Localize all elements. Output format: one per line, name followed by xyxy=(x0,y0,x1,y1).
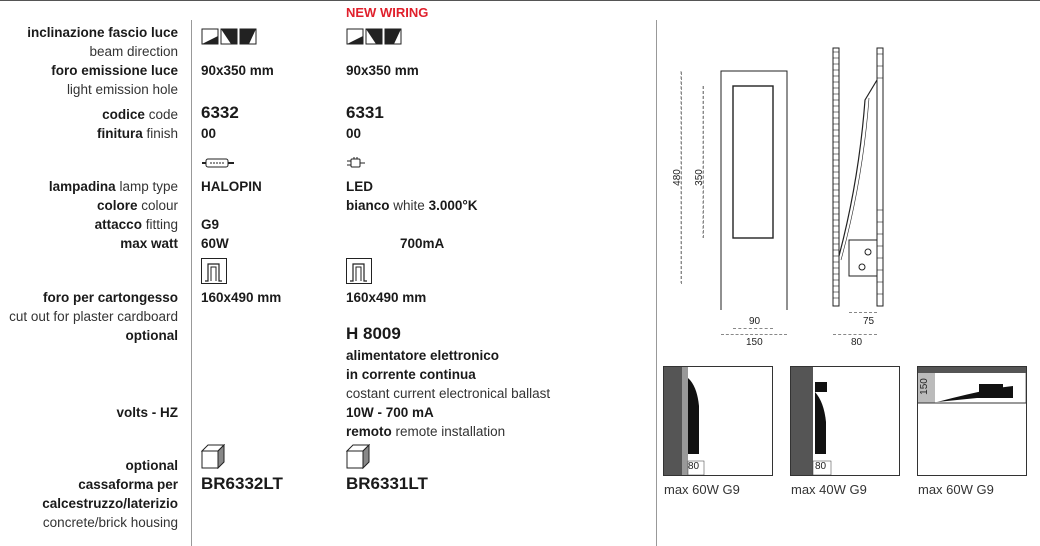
label-finish: finitura finish xyxy=(96,126,178,141)
dim-line-80 xyxy=(833,334,877,335)
housing-box-icon xyxy=(346,444,370,469)
halopin-lamp-icon xyxy=(201,157,235,169)
label-fitting: attacco fitting xyxy=(94,217,178,232)
column-divider xyxy=(191,20,192,546)
diagram-2-dim: 80 xyxy=(815,461,827,472)
col2-cutout: 160x490 mm xyxy=(346,290,427,305)
label-cutout: foro per cartongesso xyxy=(42,290,178,305)
col2-hole: 90x350 mm xyxy=(346,63,419,78)
dim-90: 90 xyxy=(749,316,761,327)
col2-colour: bianco white 3.000°K xyxy=(346,198,478,213)
label-housing: cassaforma per xyxy=(78,477,178,492)
col1-cutout: 160x490 mm xyxy=(201,290,282,305)
diagram-1-dim: 80 xyxy=(688,461,700,472)
installation-diagram-2 xyxy=(790,366,900,476)
label-colour: colore colour xyxy=(96,198,178,213)
col2-ballast-power: 10W - 700 mA xyxy=(346,405,434,420)
col2-lamp: LED xyxy=(346,179,373,194)
label-cutout-en: cut out for plaster cardboard xyxy=(9,309,178,324)
cutout-profile-icon xyxy=(201,258,227,284)
diagram-3-caption: max 60W G9 xyxy=(918,482,994,497)
col2-finish: 00 xyxy=(346,126,362,141)
label-beam: inclinazione fascio luce xyxy=(27,25,178,40)
col1-housing-code: BR6332LT xyxy=(201,474,283,493)
dim-150: 150 xyxy=(746,337,763,348)
col1-code: 6332 xyxy=(201,103,239,122)
col1-watt: 60W xyxy=(201,236,229,251)
housing-box-icon xyxy=(201,444,225,469)
dim-350: 350 xyxy=(693,169,705,186)
label-hole-en: light emission hole xyxy=(66,82,178,97)
dim-480: 480 xyxy=(671,169,683,186)
label-hole: foro emissione luce xyxy=(51,63,178,78)
label-housing-en: concrete/brick housing xyxy=(42,515,178,530)
col2-code: 6331 xyxy=(346,103,384,122)
label-lamp: lampadina lamp type xyxy=(48,179,178,194)
dim-line-75 xyxy=(849,312,877,313)
label-optional-2: optional xyxy=(125,458,178,473)
label-housing-2: calcestruzzo/laterizio xyxy=(42,496,178,511)
installation-diagram-3 xyxy=(917,366,1027,476)
section-divider xyxy=(656,20,657,546)
col1-finish: 00 xyxy=(201,126,217,141)
label-code: codice code xyxy=(102,107,178,122)
diagram-2-caption: max 40W G9 xyxy=(791,482,867,497)
col1-fitting: G9 xyxy=(201,217,220,232)
beam-direction-icon xyxy=(346,28,402,45)
dim-80: 80 xyxy=(851,337,863,348)
installation-diagram-1 xyxy=(663,366,773,476)
col2-current: 700mA xyxy=(400,236,445,251)
dim-75: 75 xyxy=(863,316,875,327)
col1-lamp: HALOPIN xyxy=(201,179,262,194)
label-volts: volts - HZ xyxy=(116,405,178,420)
col2-ballast-it2: in corrente continua xyxy=(346,367,476,382)
label-max-watt: max watt xyxy=(120,236,178,251)
beam-direction-icon xyxy=(201,28,257,45)
diagram-1-caption: max 60W G9 xyxy=(664,482,740,497)
label-beam-en: beam direction xyxy=(89,44,178,59)
dim-line-350 xyxy=(703,86,704,238)
col2-ballast-en: costant current electronical ballast xyxy=(346,386,551,401)
col2-housing-code: BR6331LT xyxy=(346,474,428,493)
diagram-3-dim: 150 xyxy=(918,378,930,395)
cutout-profile-icon xyxy=(346,258,372,284)
col2-remote: remoto remote installation xyxy=(346,424,506,439)
led-lamp-icon xyxy=(346,156,366,170)
col2-ballast-it1: alimentatore elettronico xyxy=(346,348,500,363)
dim-line-90 xyxy=(733,328,773,329)
top-rule xyxy=(0,0,1040,1)
col1-hole: 90x350 mm xyxy=(201,63,274,78)
label-optional: optional xyxy=(125,328,178,343)
dim-line-150 xyxy=(721,334,787,335)
col2-ballast-code: H 8009 xyxy=(346,324,401,343)
new-wiring-label: NEW WIRING xyxy=(346,5,429,20)
